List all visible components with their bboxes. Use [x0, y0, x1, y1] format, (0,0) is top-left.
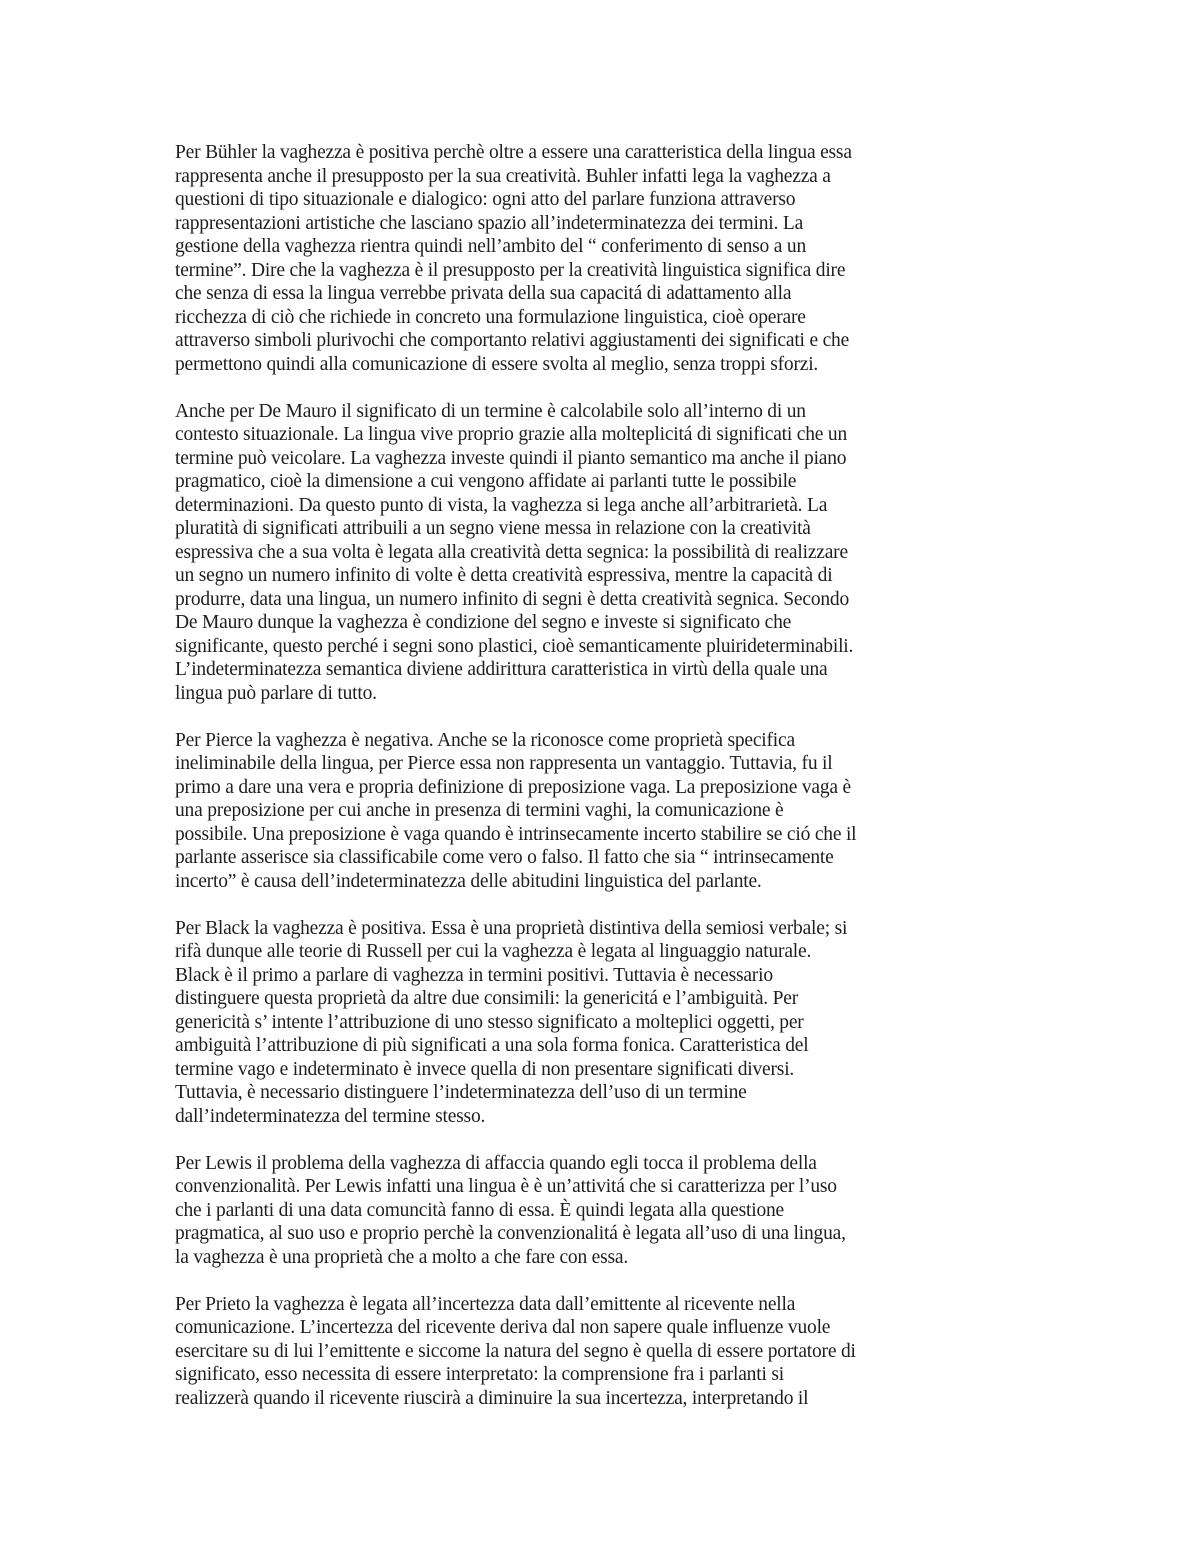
text-line: convenzionalità. Per Lewis infatti una lingua è è un’attivitá che si caratterizza per l’uso — [175, 1176, 837, 1197]
text-line: Per Bühler la vaghezza è positiva perchè oltre a essere una caratteristica della lingua essa — [175, 142, 852, 163]
text-line: L’indeterminatezza semantica diviene addirittura caratteristica in virtù della quale una — [175, 659, 828, 680]
text-line: la vaghezza è una proprietà che a molto a che fare con essa. — [175, 1246, 629, 1268]
text-line: contesto situazionale. La lingua vive proprio grazie alla molteplicitá di significati che un — [175, 424, 847, 445]
text-line: pragmatica, al suo uso e proprio perchè la convenzionalitá è legata all’uso di una lingua, — [175, 1223, 846, 1244]
document-page — [175, 141, 1055, 1434]
text-line: dall’indeterminatezza del termine stesso. — [175, 1105, 486, 1127]
paragraph — [175, 400, 1055, 706]
text-line: pragmatico, cioè la dimensione a cui vengono affidate ai parlanti tutte le possibile — [175, 471, 797, 492]
text-line: permettono quindi alla comunicazione di essere svolta al meglio, senza troppi sforzi. — [175, 353, 819, 375]
text-line: comunicazione. L’incertezza del ricevente deriva dal non sapere quale influenze vuole — [175, 1317, 831, 1338]
text-line: pluratità di significati attribuili a un segno viene messa in relazione con la creatività — [175, 518, 811, 539]
text-line: determinazioni. Da questo punto di vista, la vaghezza si lega anche all’arbitrarietà. La — [175, 494, 828, 516]
paragraph — [175, 729, 1055, 894]
text-line: lingua può parlare di tutto. — [175, 682, 377, 704]
text-line: De Mauro dunque la vaghezza è condizione del segno e investe si significato che — [175, 612, 792, 633]
text-line: rappresentazioni artistiche che lasciano spazio all’indeterminatezza dei termini. La — [175, 212, 804, 234]
text-line: distinguere questa proprietà da altre due consimili: la genericitá e l’ambiguità. Per — [175, 988, 799, 1009]
text-line: gestione della vaghezza rientra quindi nell’ambito del “ conferimento di senso a un — [175, 236, 807, 257]
text-line: significante, questo perché i segni sono plastici, cioè semanticamente pluirideterminabili. — [175, 635, 854, 657]
paragraph — [175, 1152, 1055, 1270]
text-line: espressiva che a sua volta è legata alla creatività detta segnica: la possibilità di realizzare — [175, 541, 848, 563]
text-line: Per Prieto la vaghezza è legata all’incertezza data dall’emittente al ricevente nella — [175, 1293, 796, 1315]
text-line: significato, esso necessita di essere interpretato: la comprensione fra i parlanti si — [175, 1364, 784, 1385]
paragraph — [175, 1293, 1055, 1411]
text-line: ambiguità l’attribuzione di più significati a una sola forma fonica. Caratteristica del — [175, 1035, 809, 1056]
text-line: ineliminabile della lingua, per Pierce essa non rappresenta un vantaggio. Tuttavia, fu il — [175, 753, 833, 774]
text-line: un segno un numero infinito di volte è detta creatività espressiva, mentre la capacità di — [175, 565, 833, 586]
text-line: incerto” è causa dell’indeterminatezza delle abitudini linguistica del parlante. — [175, 870, 762, 892]
text-line: termine”. Dire che la vaghezza è il presupposto per la creatività linguistica significa dire — [175, 259, 846, 281]
text-line: questioni di tipo situazionale e dialogico: ogni atto del parlare funziona attraverso — [175, 189, 796, 210]
text-line: Per Black la vaghezza è positiva. Essa è una proprietà distintiva della semiosi verbale; si — [175, 917, 848, 939]
text-line: Tuttavia, è necessario distinguere l’indeterminatezza dell’uso di un termine — [175, 1082, 747, 1103]
text-line: termine vago e indeterminato è invece quella di non presentare significati diversi. — [175, 1058, 795, 1080]
text-line: rappresenta anche il presupposto per la sua creatività. Buhler infatti lega la vaghezza a — [175, 165, 831, 187]
text-line: ricchezza di ciò che richiede in concreto una formulazione linguistica, cioè operare — [175, 306, 806, 328]
text-line: parlante asserisce sia classificabile come vero o falso. Il fatto che sia “ intrinsecamente — [175, 847, 834, 868]
text-line: una preposizione per cui anche in presenza di termini vaghi, la comunicazione è — [175, 800, 784, 821]
text-line: Per Pierce la vaghezza è negativa. Anche se la riconosce come proprietà specifica — [175, 729, 795, 751]
text-line: primo a dare una vera e propria definizione di preposizione vaga. La preposizione vaga è — [175, 776, 851, 798]
text-line: produrre, data una lingua, un numero infinito di segni è detta creatività segnica. Secondo — [175, 588, 850, 610]
text-line: Per Lewis il problema della vaghezza di affaccia quando egli tocca il problema della — [175, 1152, 817, 1174]
text-line: che senza di essa la lingua verrebbe privata della sua capacitá di adattamento alla — [175, 283, 792, 304]
paragraph — [175, 917, 1055, 1129]
text-line: esercitare su di lui l’emittente e siccome la natura del segno è quella di essere portatore di — [175, 1340, 856, 1362]
text-line: realizzerà quando il ricevente riuscirà a diminuire la sua incertezza, interpretando il — [175, 1387, 809, 1409]
text-line: rifà dunque alle teorie di Russell per cui la vaghezza è legata al linguaggio naturale. — [175, 941, 812, 962]
text-line: possibile. Una preposizione è vaga quando è intrinsecamente incerto stabilire se ció che il — [175, 823, 857, 845]
text-line: Anche per De Mauro il significato di un termine è calcolabile solo all’interno di un — [175, 400, 806, 422]
text-line: attraverso simboli plurivochi che comportanto relativi aggiustamenti dei significati e che — [175, 330, 850, 351]
paragraph — [175, 141, 1055, 376]
text-line: genericità s’ intente l’attribuzione di uno stesso significato a molteplici oggetti, per — [175, 1011, 804, 1033]
text-line: termine può veicolare. La vaghezza investe quindi il pianto semantico ma anche il piano — [175, 447, 847, 469]
text-line: che i parlanti di una data comuncità fanno di essa. È quindi legata alla questione — [175, 1199, 785, 1221]
text-line: Black è il primo a parlare di vaghezza in termini positivi. Tuttavia è necessario — [175, 964, 773, 986]
